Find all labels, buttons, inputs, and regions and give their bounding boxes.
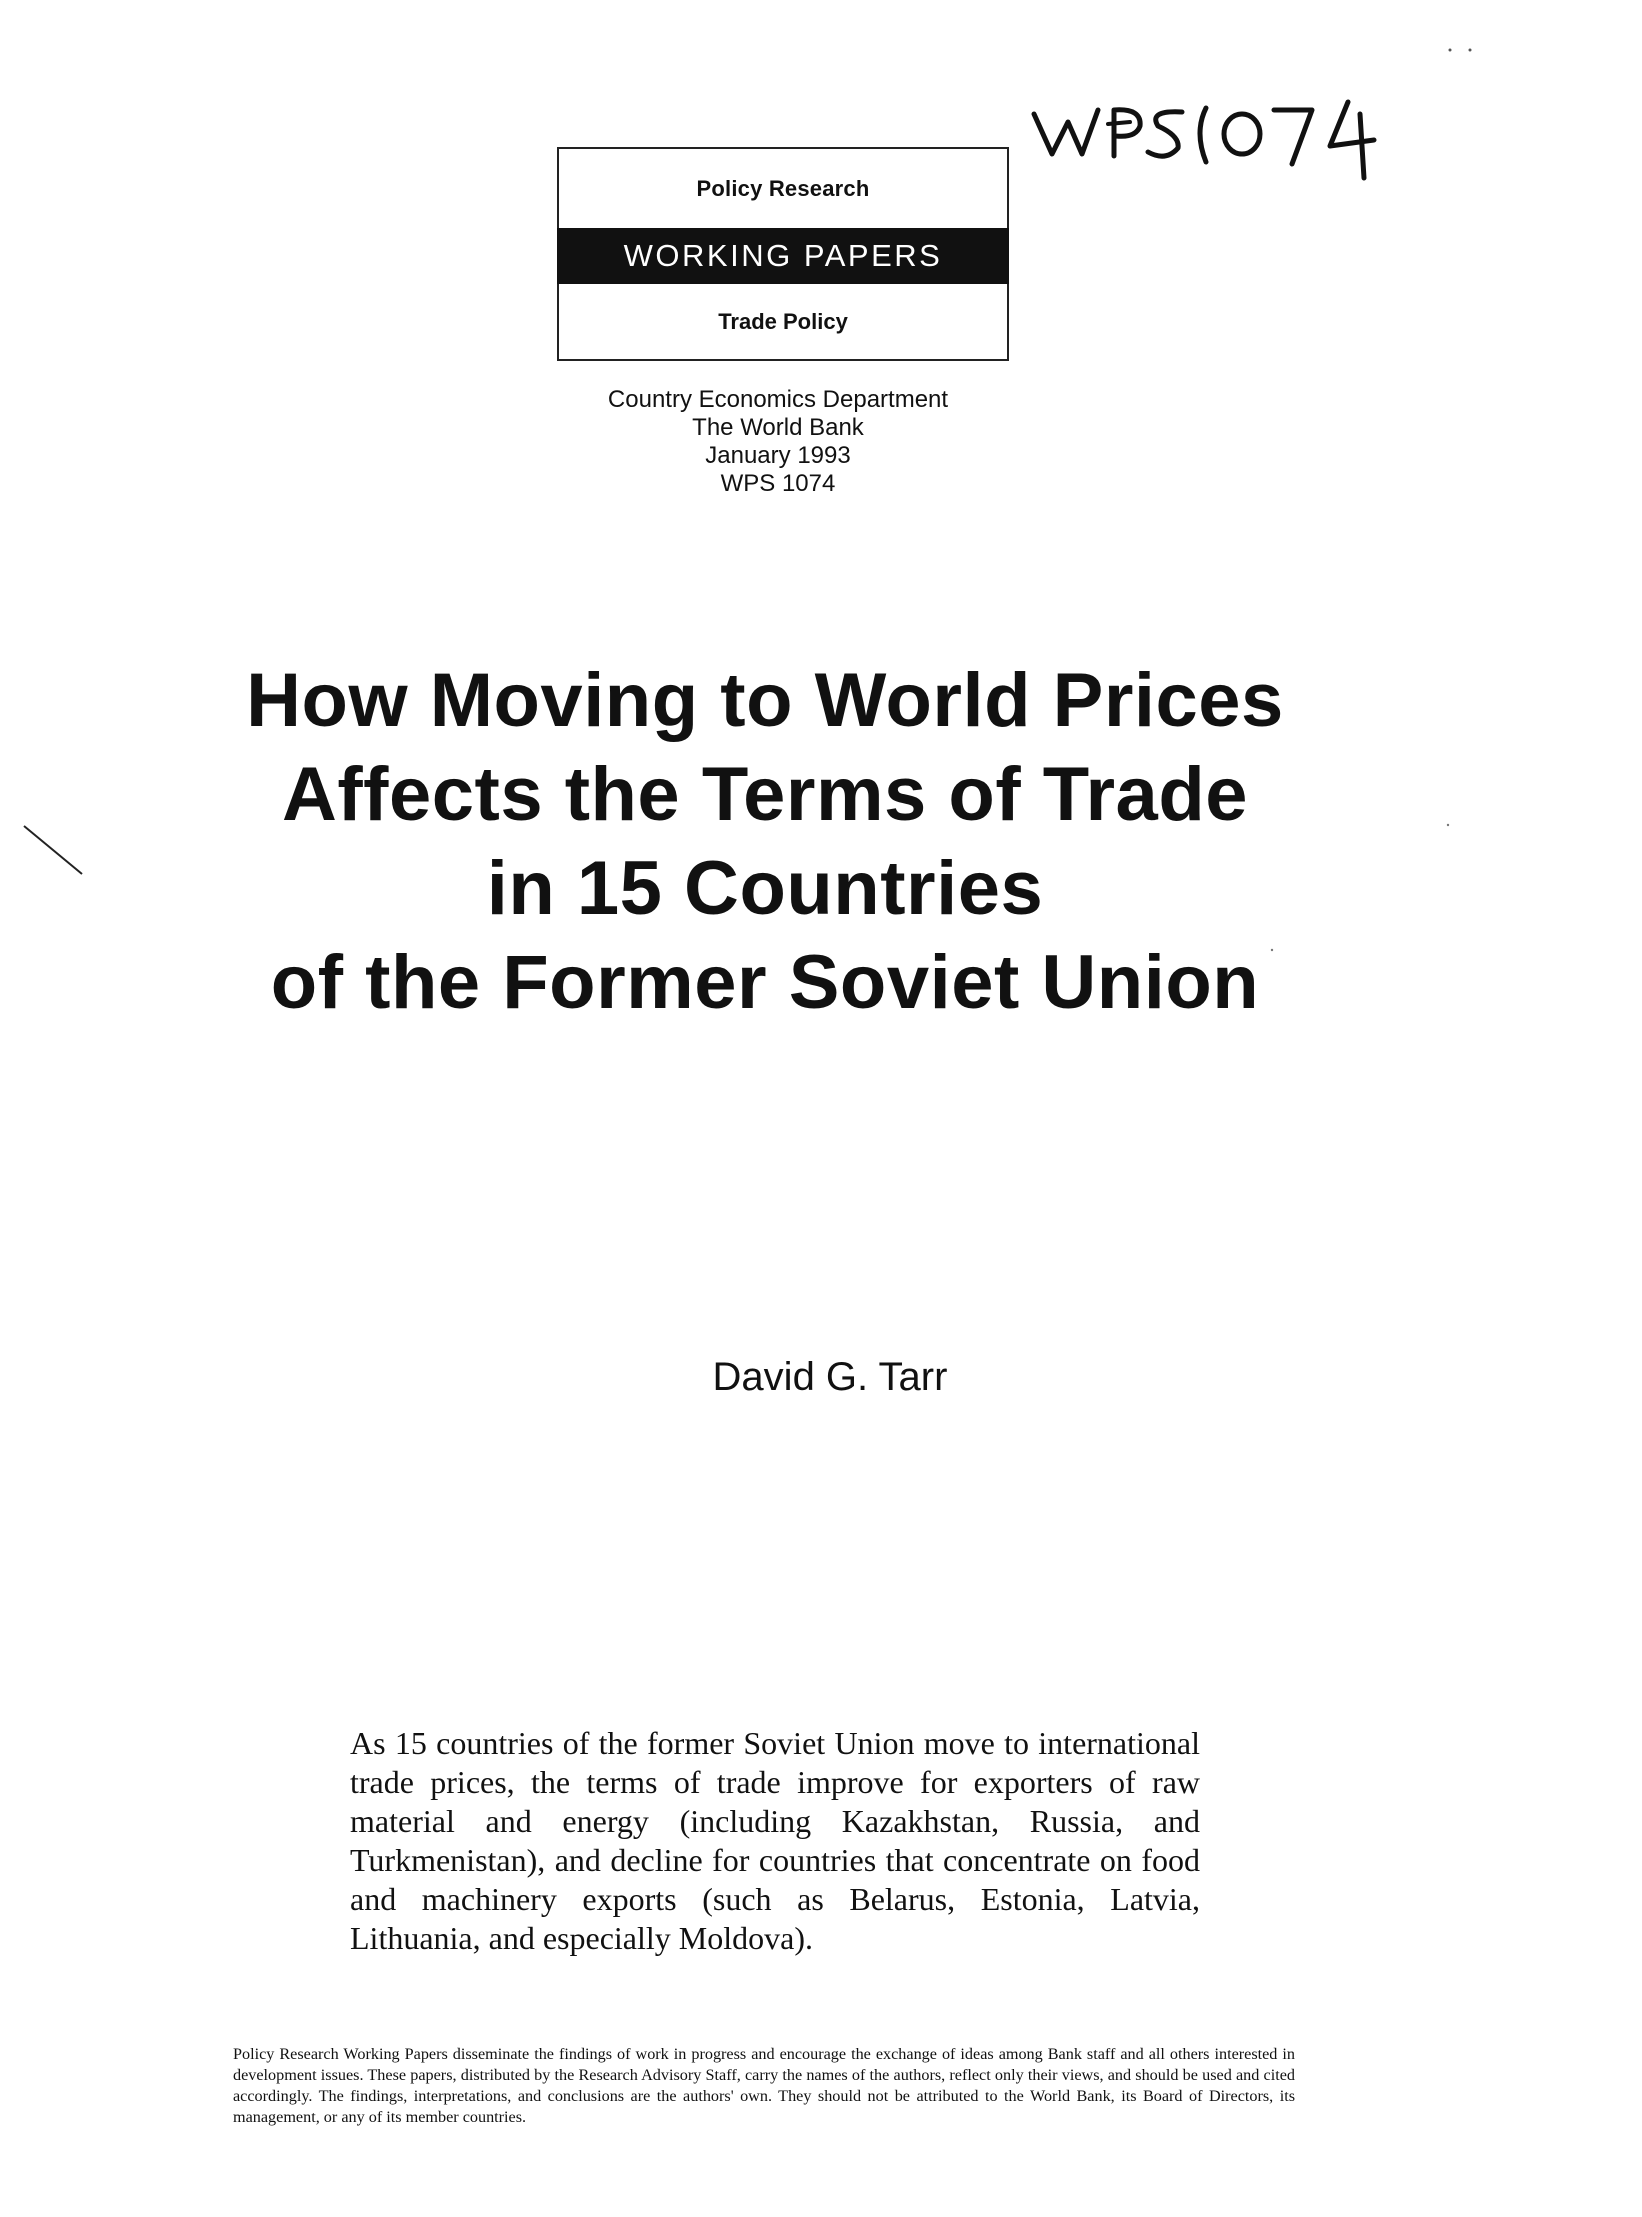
series-box (557, 147, 1009, 361)
handwritten-note (1030, 92, 1450, 182)
summary-paragraph: As 15 countries of the former Soviet Union move to international trade prices, the terms of trade improve for exporters of raw material and energy (including Kazakhstan, Russia, and Turkmenistan), and decline for countries that concentrate on food and machinery exports (such as Belarus, Estonia, Latvia, Lithuania, and especially Moldova). (350, 1725, 1200, 1956)
series-bottom-label: Trade Policy (718, 308, 848, 334)
publication-meta (540, 386, 1016, 498)
publication-date: January 1993 (705, 442, 851, 469)
series-band-label: WORKING PAPERS (557, 228, 1009, 284)
title-line: How Moving to World Prices (246, 658, 1284, 743)
department: Country Economics Department (607, 386, 949, 413)
series-top-label: Policy Research (696, 175, 870, 201)
paper-title (140, 654, 1390, 1030)
title-line: in 15 Countries (486, 846, 1044, 931)
disclaimer-paragraph: Policy Research Working Papers disseminate the findings of work in progress and encourage the exchange of ideas among Bank staff and all others interested in development issues. These papers, distributed by the Research Advisory Staff, carry the names of the authors, reflect only their views, and should be used and cited accordingly. The findings, interpretations, and conclusions are the authors' own. They should not be attributed to the World Bank, its Board of Directors, its management, or any of its member countries. (233, 2045, 1295, 2126)
title-line: of the Former Soviet Union (270, 940, 1260, 1025)
title-line: Affects the Terms of Trade (281, 752, 1249, 837)
organization: The World Bank (692, 414, 864, 441)
paper-number: WPS 1074 (720, 470, 836, 497)
svg-text:WPS1074: WPS1074 (1030, 92, 1035, 93)
author: David G. Tarr (712, 1355, 948, 1399)
